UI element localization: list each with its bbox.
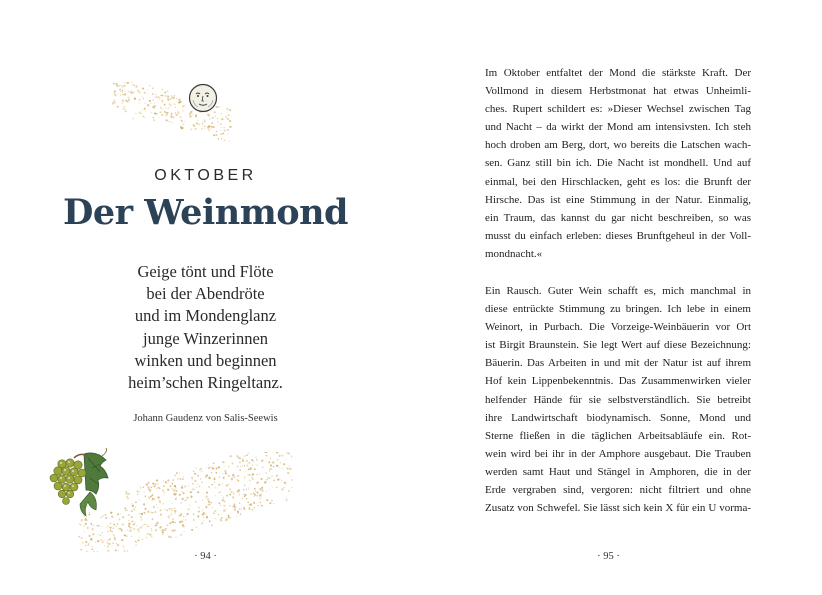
text-line: einmal, bei den Hirschlacken, geht es los: die Brunft der — [485, 175, 751, 188]
text-line: werden samt Haut und Stängel in Amphoren, die in der — [485, 465, 751, 478]
text-line: diese entrückte Stimmung zu bringen. Ich lebe in einem — [485, 303, 751, 316]
text-line: Hirsche. Das ist eine Stimmung in der Natur. Einmalig, — [485, 193, 751, 206]
text-line: musst du einfach erleben: dieses Brunftgeheul in der Voll- — [485, 229, 751, 242]
poem-line: junge Winzerinnen — [142, 328, 269, 348]
poem — [0, 261, 411, 394]
poem-line: Geige tönt und Flöte — [137, 262, 274, 281]
poem-line: heim’schen Ringeltanz. — [128, 373, 283, 393]
poem-line: winken und beginnen — [134, 350, 277, 370]
text-line: wein wird bei ihr in der Amphore ausgebaut. Die Trauben — [485, 447, 751, 460]
right-page — [411, 0, 822, 595]
text-line: Sterne fließen in die täglichen Arbeitsabläufe ein. Rot- — [485, 429, 751, 442]
text-line: Im Oktober entfaltet der Mond die stärkste Kraft. Der — [485, 67, 751, 79]
moon-face-icon — [188, 83, 218, 113]
text-line: helfender Hände für sie selbstverständlich. Sie betreibt — [485, 393, 751, 406]
text-line: sen. Ganz still bin ich. Die Nacht ist mondhell. Und auf — [485, 157, 751, 170]
text-line: ihre Landwirtschaft biodynamisch. Sonne, Mond und — [485, 411, 751, 424]
text-line: Zusatz von Schwefel. Sie lässt sich kein X für ein U vorma- — [485, 502, 751, 515]
text-line: ches. Rupert schildert es: »Dieser Wechsel zwischen Tag — [485, 103, 751, 116]
text-line: Hof kein Lippenbekenntnis. Das Zusammenwirken vieler — [485, 375, 751, 388]
text-line: Vollmond in diesem Herbstmonat hat etwas Unheimli- — [485, 85, 751, 98]
text-line: ist Birgit Braunstein. Sie legt Wert auf diese Bezeichnung: — [485, 339, 751, 352]
poem-author: Johann Gaudenz von Salis-Seewis — [133, 413, 278, 424]
text-line: und Nacht – da wirkt der Mond am intensivsten. Ich steh — [485, 121, 751, 134]
text-line: ein Traum, das kannst du gar nicht beschreiben, so was — [485, 211, 751, 224]
grape-vine-icon — [44, 448, 118, 522]
poem-line: bei der Abendröte — [146, 284, 265, 304]
text-line: Erde vergraben sind, vergoren: nicht filtriert und ohne — [485, 484, 751, 497]
month-label: OKTOBER — [154, 167, 257, 184]
paragraph-2 — [485, 282, 751, 517]
text-line: Weinort, in Purbach. Die Vorzeige-Weinbäuerin vor Ort — [485, 321, 751, 334]
page-number-left: · 94 · — [194, 551, 217, 562]
text-line: Bäuerin. Das Arbeiten in und mit der Natur ist auf ihrem — [485, 357, 751, 370]
page-title: Der Weinmond — [62, 192, 348, 233]
page-number-right: · 95 · — [597, 551, 620, 562]
text-line: mondnacht.« — [485, 247, 543, 260]
paragraph-1 — [485, 64, 751, 263]
text-line: hoch droben am Berg, dort, wo bereits die Latschen wach- — [485, 139, 751, 152]
poem-line: und im Mondenglanz — [134, 306, 277, 326]
text-line: Ein Rausch. Guter Wein schafft es, mich manchmal in — [485, 285, 751, 297]
